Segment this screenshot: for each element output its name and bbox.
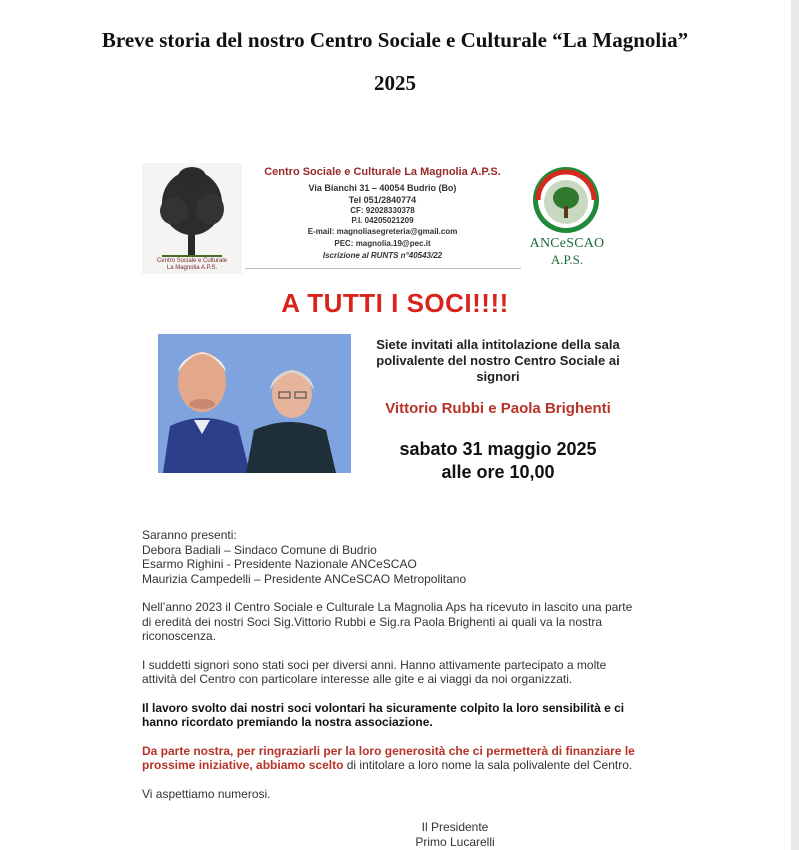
attendee-1: Debora Badiali – Sindaco Comune di Budrio [142, 542, 377, 557]
signature-role: Il Presidente [421, 820, 489, 834]
ancescao-name: ANCeSCAO [529, 236, 605, 251]
attendees-list [142, 528, 636, 586]
org-cf: CF: 92028330378 [350, 206, 415, 215]
invitation-line-3: signori [476, 369, 520, 384]
dedication-highlight: Da parte nostra, per ringraziarli per la loro generosità che ci permetterà di finanziare le prossime iniziative, abbiamo scelto [142, 743, 635, 772]
dedication-rest: di intitolare a loro nome la sala polivalente del Centro. [343, 758, 633, 772]
letter-body [142, 528, 636, 815]
ancescao-logo-icon [530, 164, 602, 236]
page-edge [791, 0, 799, 850]
event-day: sabato 31 maggio 2025 [399, 439, 597, 459]
signature-block [395, 820, 515, 850]
event-date [360, 438, 636, 484]
invitation-line-2: polivalente del nostro Centro Sociale ai [376, 353, 620, 368]
org-name: Centro Sociale e Culturale La Magnolia A.P.S. [264, 166, 501, 178]
paragraph-volunteers: Il lavoro svolto dai nostri soci volontari ha sicuramente colpito la loro sensibilità e ci hanno ricordato premiando la nostra associazione. [142, 700, 625, 729]
portrait-photo [158, 334, 351, 473]
document-title: Breve storia del nostro Centro Sociale e Culturale “La Magnolia” [101, 28, 689, 52]
org-pec: PEC: magnolia.19@pec.it [334, 239, 431, 248]
flyer-headline: A TUTTI I SOCI!!!! [281, 288, 509, 318]
ancescao-aps: A.P.S. [550, 252, 584, 267]
ancescao-label [520, 236, 614, 268]
letterhead-info [245, 166, 520, 262]
org-tel: Tel 051/2840774 [348, 195, 417, 205]
letterhead-divider [245, 268, 521, 269]
tree-caption [144, 258, 240, 272]
paragraph-bequest: Nell’anno 2023 il Centro Sociale e Culturale La Magnolia Aps ha ricevuto in lascito una parte di eredità dei nostri Soci Sig.Vittorio Rubbi e Sig.ra Paola Brighenti ai quali va la nostra riconoscenza. [142, 600, 633, 643]
signature-name: Primo Lucarelli [415, 835, 495, 849]
paragraph-dedication [142, 744, 636, 773]
org-pi: P.I. 04205021209 [351, 216, 414, 225]
event-time: alle ore 10,00 [441, 462, 555, 482]
attendee-2: Esarmo Righini - Presidente Nazionale ANCeSCAO [142, 557, 417, 571]
org-address: Via Bianchi 31 – 40054 Budrio (Bo) [308, 183, 457, 193]
paragraph-members: I suddetti signori sono stati soci per diversi anni. Hanno attivamente partecipato a molte attività del Centro con particolare interesse alle gite e ai viaggi da noi organizzati. [142, 657, 607, 686]
attendees-intro: Saranno presenti: [142, 528, 237, 542]
org-runts: Iscrizione al RUNTS n°40543/22 [322, 251, 443, 260]
invitation-text [360, 337, 636, 385]
honorees-names: Vittorio Rubbi e Paola Brighenti [385, 400, 611, 417]
org-email: E-mail: magnoliasegreteria@gmail.com [307, 227, 458, 236]
tree-caption-line-1: Centro Sociale e Culturale [156, 258, 228, 264]
attendee-3: Maurizia Campedelli – Presidente ANCeSCAO Metropolitano [142, 571, 467, 586]
invitation-line-1: Siete invitati alla intitolazione della sala [376, 337, 620, 352]
document-year: 2025 [374, 71, 416, 95]
closing-line: Vi aspettiamo numerosi. [142, 786, 271, 801]
tree-caption-line-2: La Magnolia A.P.S. [166, 265, 218, 271]
